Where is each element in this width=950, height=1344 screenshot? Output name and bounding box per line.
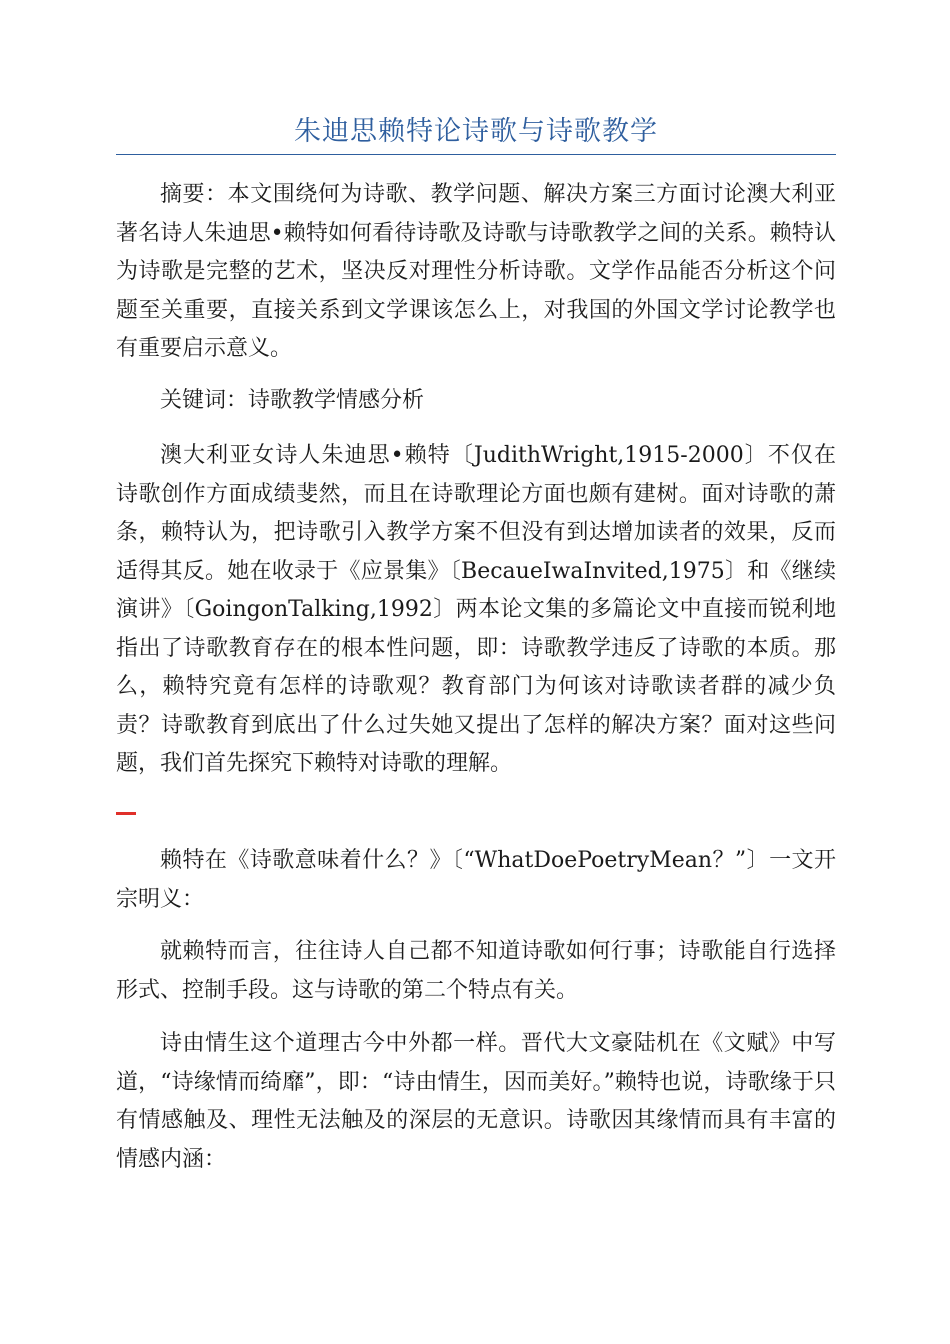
section-marker [116,812,136,815]
abstract-paragraph: 摘要：本文围绕何为诗歌、教学问题、解决方案三方面讨论澳大利亚著名诗人朱迪思•赖特如何看待诗歌及诗歌与诗歌教学之间的关系。赖特认为诗歌是完整的艺术，坚决反对理性分析诗歌。文学作品能否分析这个问题至关重要，直接关系到文学课该怎么上，对我国的外国文学讨论教学也有重要启示意义。 [116,182,836,361]
intro-paragraph: 澳大利亚女诗人朱迪思•赖特〔JudithWright,1915-2000〕不仅在诗歌创作方面成绩斐然，而且在诗歌理论方面也颇有建树。面对诗歌的萧条，赖特认为，把诗歌引入教学方案不但没有到达增加读者的效果，反而适得其反。她在收录于《应景集》〔BecaueIwaInvited,1975〕和《继续演讲》〔GoingonTalking,1992〕两本论文集的多篇论文中直接而锐利地指出了诗歌教育存在的根本性问题，即：诗歌教学违反了诗歌的本质。那么，赖特究竟有怎样的诗歌观？教育部门为何该对诗歌读者群的减少负责？诗歌教育到底出了什么过失她又提出了怎样的解决方案？面对这些问题，我们首先探究下赖特对诗歌的理解。 [116,443,836,776]
body-paragraph-2: 就赖特而言，往往诗人自己都不知道诗歌如何行事；诗歌能自行选择形式、控制手段。这与诗歌的第二个特点有关。 [116,939,836,1003]
document-title: 朱迪思赖特论诗歌与诗歌教学 [294,116,658,147]
keywords-paragraph: 关键词：诗歌教学情感分析 [160,388,425,413]
body-paragraph-3: 诗由情生这个道理古今中外都一样。晋代大文豪陆机在《文赋》中写道，“诗缘情而绮靡”，即：“诗由情生，因而美好。”赖特也说，诗歌缘于只有情感触及、理性无法触及的深层的无意识。诗歌因其缘情而具有丰富的情感内涵： [116,1031,836,1172]
title-underline [116,154,836,155]
body-paragraph-1: 赖特在《诗歌意味着什么？》〔“WhatDoePoetryMean？”〕一文开宗明义： [116,848,836,912]
